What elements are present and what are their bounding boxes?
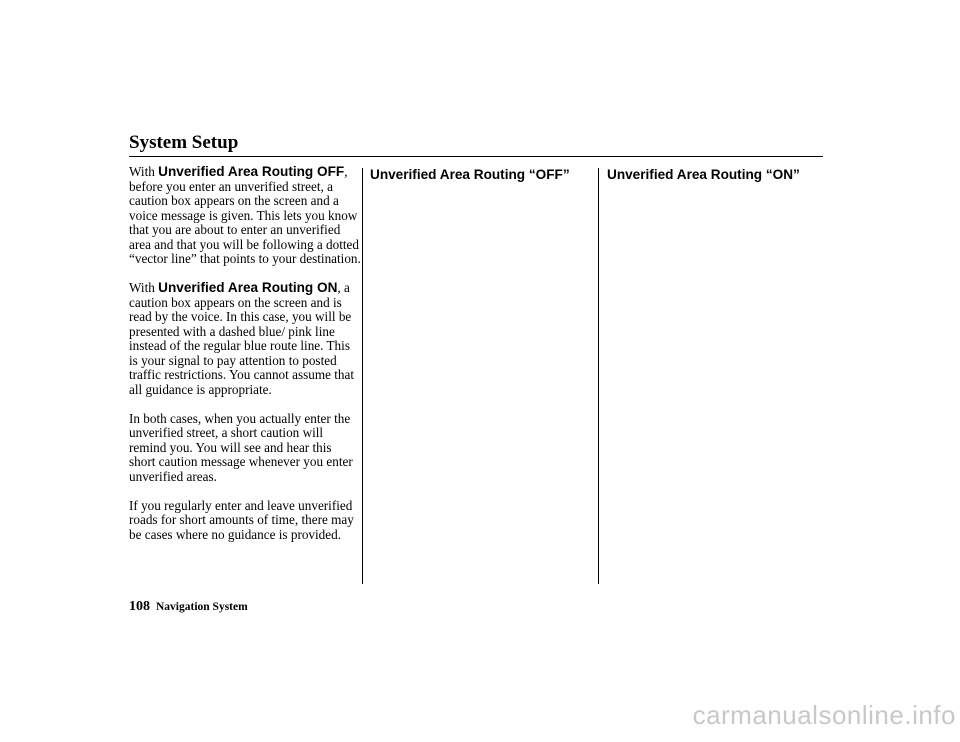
paragraph-short-amounts: If you regularly enter and leave unverified roads for short amounts of time, there may be cases where no guidance is provided. [129, 497, 354, 542]
paragraph-lead: With [129, 164, 159, 179]
paragraph-text: , before you enter an unverified street, a caution box appears on the screen and a voice message is given. This lets you know that you are about to enter an unverified area and that you will be following a dotted “vector line” that points to your destination. [129, 164, 361, 266]
paragraph-text: , a caution box appears on the screen and is read by the voice. In this case, you will be presented with a dashed blue/ pink line instead of the regular blue route line. This is your signal to pay attention to posted traffic restrictions. You cannot assume that all guidance is appropriate. [129, 280, 354, 397]
setting-keyword-on: Unverified Area Routing ON [158, 280, 338, 295]
paragraph-lead: With [129, 280, 159, 295]
paragraph-routing-off [129, 165, 361, 267]
section-name: Navigation System [156, 601, 248, 613]
page-title: System Setup [129, 132, 239, 153]
watermark: carmanualsonline.info [692, 700, 956, 730]
setting-keyword-off: Unverified Area Routing OFF [158, 164, 345, 179]
paragraph-both-cases: In both cases, when you actually enter the unverified street, a short caution will remind you. You will see and hear this short caution message whenever you enter unverified areas. [129, 410, 353, 484]
column-divider-2 [598, 168, 599, 584]
heading-routing-on: Unverified Area Routing “ON” [607, 167, 800, 182]
title-divider [129, 156, 823, 157]
page-footer [129, 597, 248, 615]
page-number: 108 [129, 599, 150, 614]
paragraph-routing-on [129, 281, 361, 397]
body-column [129, 165, 361, 557]
heading-routing-off: Unverified Area Routing “OFF” [370, 167, 570, 182]
column-divider-1 [362, 168, 363, 584]
